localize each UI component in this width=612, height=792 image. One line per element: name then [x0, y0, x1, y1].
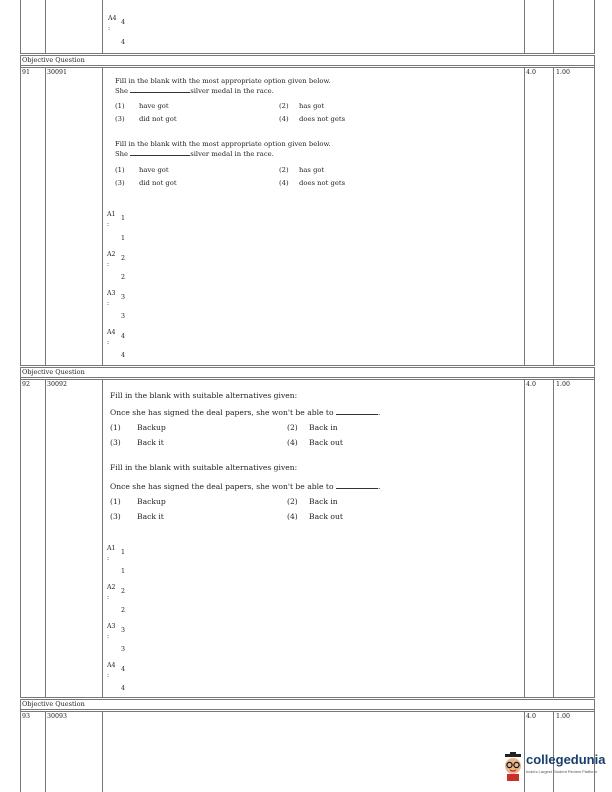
option-number: (4) [279, 115, 289, 123]
answer-colon: : [107, 594, 110, 601]
answer-colon: : [107, 300, 110, 307]
answer-label: A2 [107, 251, 116, 258]
sentence-start: Once she has signed the deal papers, she won't be able to [110, 482, 334, 491]
answer-value: 1 [121, 215, 126, 222]
answer-label: A4 [107, 329, 116, 336]
answer-value: 4 [121, 19, 126, 26]
answer-label: A3 [107, 290, 116, 297]
answer-colon: : [107, 555, 110, 562]
blank-line [130, 149, 190, 156]
option-number: (4) [287, 438, 298, 447]
collegedunia-logo[interactable] [502, 750, 606, 786]
graduate-mascot-icon [502, 752, 524, 782]
answer-number: 4 [121, 39, 126, 46]
question-sentence [110, 408, 380, 417]
answer-value: 3 [121, 294, 126, 301]
answer-label: A4 [108, 15, 117, 22]
answer-label: A3 [107, 623, 116, 630]
blank-line [130, 86, 190, 93]
answer-colon: : [108, 25, 111, 32]
option-text: does not gets [299, 115, 346, 123]
option-number: (3) [110, 512, 121, 521]
answer-value: 3 [121, 627, 126, 634]
question-marks: 4.0 [526, 69, 537, 76]
blank-line [336, 408, 381, 417]
question-marks: 4.0 [526, 381, 537, 388]
blank-line [336, 482, 381, 491]
option-text: does not gets [299, 179, 346, 187]
question-id: 30091 [47, 69, 68, 76]
option-text: Back in [309, 497, 338, 506]
option-text: has got [299, 102, 325, 110]
option-number: (3) [110, 438, 121, 447]
question-id: 30093 [47, 713, 68, 720]
answer-number: 4 [121, 685, 126, 692]
answer-colon: : [107, 672, 110, 679]
option-number: (1) [110, 423, 121, 432]
option-text: Back in [309, 423, 338, 432]
sentence-start: Once she has signed the deal papers, she won't be able to [110, 408, 334, 417]
question-serial: 91 [22, 69, 31, 76]
question-serial: 92 [22, 381, 31, 388]
option-text: did not got [139, 115, 177, 123]
option-text: has got [299, 166, 325, 174]
option-text: Backup [137, 497, 166, 506]
answer-value: 2 [121, 255, 126, 262]
question-serial: 93 [22, 713, 31, 720]
question-sentence [115, 86, 274, 96]
answer-label: A1 [107, 211, 116, 218]
question-sentence [110, 482, 380, 491]
option-number: (2) [287, 497, 298, 506]
option-text: Back out [309, 512, 343, 521]
question-text: Fill in the blank with the most appropriate option given below. [115, 77, 331, 85]
answer-number: 3 [121, 646, 126, 653]
option-text: Back it [137, 438, 164, 447]
option-text: Backup [137, 423, 166, 432]
section-label: Objective Question [22, 700, 85, 708]
option-number: (4) [279, 179, 289, 187]
option-number: (3) [115, 115, 125, 123]
negative-marks: 1.00 [556, 381, 571, 388]
option-text: Back out [309, 438, 343, 447]
answer-number: 3 [121, 313, 126, 320]
answer-number: 2 [121, 607, 126, 614]
answer-value: 4 [121, 666, 126, 673]
option-number: (4) [287, 512, 298, 521]
answer-label: A2 [107, 584, 116, 591]
answer-colon: : [107, 339, 110, 346]
answer-colon: : [107, 261, 110, 268]
answer-number: 4 [121, 352, 126, 359]
question-text: Fill in the blank with suitable alternatives given: [110, 391, 298, 400]
sentence-end: . [377, 482, 381, 491]
answer-colon: : [107, 633, 110, 640]
question-marks: 4.0 [526, 713, 537, 720]
sentence-end: silver medal in the race. [190, 150, 274, 158]
negative-marks: 1.00 [556, 713, 571, 720]
question-text: Fill in the blank with the most appropriate option given below. [115, 140, 331, 148]
answer-label: A4 [107, 662, 116, 669]
section-label: Objective Question [22, 368, 85, 376]
option-text: have got [139, 166, 169, 174]
sentence-start: She [115, 87, 129, 95]
sentence-end: . [377, 408, 381, 417]
answer-number: 2 [121, 274, 126, 281]
option-text: did not got [139, 179, 177, 187]
option-number: (3) [115, 179, 125, 187]
option-text: have got [139, 102, 169, 110]
option-number: (1) [115, 102, 125, 110]
logo-wordmark: collegedunia [526, 752, 606, 767]
option-number: (2) [279, 102, 289, 110]
answer-number: 1 [121, 235, 126, 242]
question-id: 30092 [47, 381, 68, 388]
answer-value: 4 [121, 333, 126, 340]
answer-value: 2 [121, 588, 126, 595]
answer-value: 1 [121, 549, 126, 556]
option-number: (1) [115, 166, 125, 174]
logo-tagline: India's Largest Student Review Platform [526, 769, 598, 774]
section-label: Objective Question [22, 56, 85, 64]
negative-marks: 1.00 [556, 69, 571, 76]
option-number: (2) [279, 166, 289, 174]
question-sentence [115, 149, 274, 159]
sentence-end: silver medal in the race. [190, 87, 274, 95]
answer-label: A1 [107, 545, 116, 552]
answer-number: 1 [121, 568, 126, 575]
question-text: Fill in the blank with suitable alternatives given: [110, 463, 298, 472]
option-number: (2) [287, 423, 298, 432]
answer-colon: : [107, 221, 110, 228]
option-number: (1) [110, 497, 121, 506]
sentence-start: She [115, 150, 129, 158]
option-text: Back it [137, 512, 164, 521]
